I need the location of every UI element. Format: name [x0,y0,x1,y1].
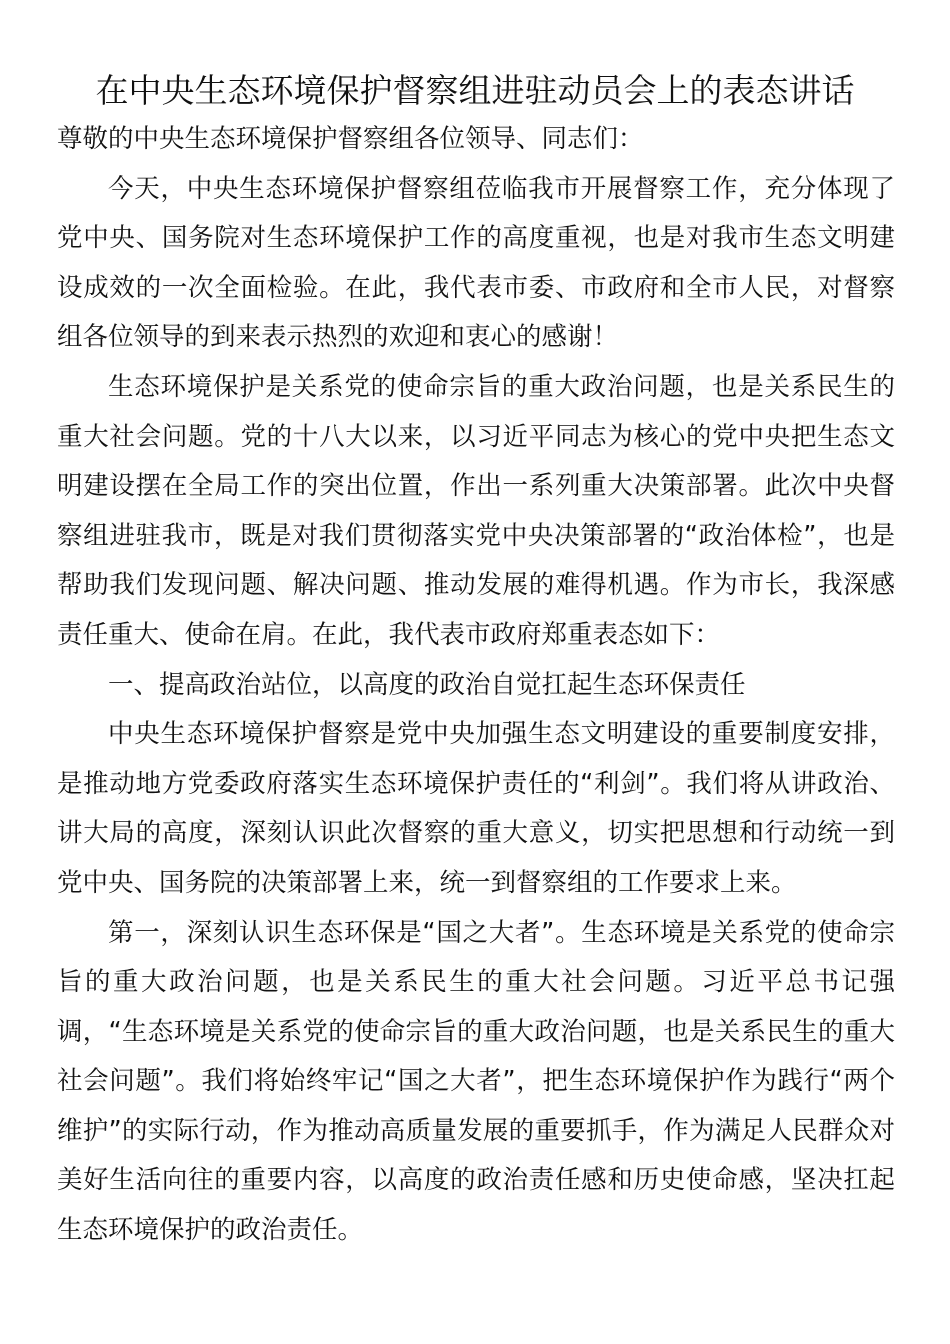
paragraph: 今天，中央生态环境保护督察组莅临我市开展督察工作，充分体现了党中央、国务院对生态环境保护工作的高度重视，也是对我市生态文明建设成效的一次全面检验。在此，我代表市委、市政府和全市人民，对督察组各位领导的到来表示热烈的欢迎和衷心的感谢！ [57,173,895,353]
salutation: 尊敬的中央生态环境保护督察组各位领导、同志们： [57,124,644,154]
paragraph: 中央生态环境保护督察是党中央加强生态文明建设的重要制度安排，是推动地方党委政府落实生态环境保护责任的“利剑”。我们将从讲政治、讲大局的高度，深刻认识此次督察的重大意义，切实把思想和行动统一到党中央、国务院的决策部署上来，统一到督察组的工作要求上来。 [57,719,895,898]
paragraph: 第一，深刻认识生态环保是“国之大者”。生态环境是关系党的使命宗旨的重大政治问题，也是关系民生的重大社会问题。习近平总书记强调，“生态环境是关系党的使命宗旨的重大政治问题，也是关系民生的重大社会问题”。我们将始终牢记“国之大者”，把生态环境保护作为践行“两个维护”的实际行动，作为推动高质量发展的重要抓手，作为满足人民群众对美好生活向往的重要内容，以高度的政治责任感和历史使命感，坚决扛起生态环境保护的政治责任。 [57,917,895,1246]
section-heading: 一、提高政治站位，以高度的政治自觉扛起生态环保责任 [108,669,746,700]
document-body [57,115,895,1256]
paragraph: 生态环境保护是关系党的使命宗旨的重大政治问题，也是关系民生的重大社会问题。党的十八大以来，以习近平同志为核心的党中央把生态文明建设摆在全局工作的突出位置，作出一系列重大决策部署。此次中央督察组进驻我市，既是对我们贯彻落实党中央决策部署的“政治体检”，也是帮助我们发现问题、解决问题、推动发展的难得机遇。作为市长，我深感责任重大、使命在肩。在此，我代表市政府郑重表态如下： [57,371,895,650]
document-title: 在中央生态环境保护督察组进驻动员会上的表态讲话 [95,71,855,110]
